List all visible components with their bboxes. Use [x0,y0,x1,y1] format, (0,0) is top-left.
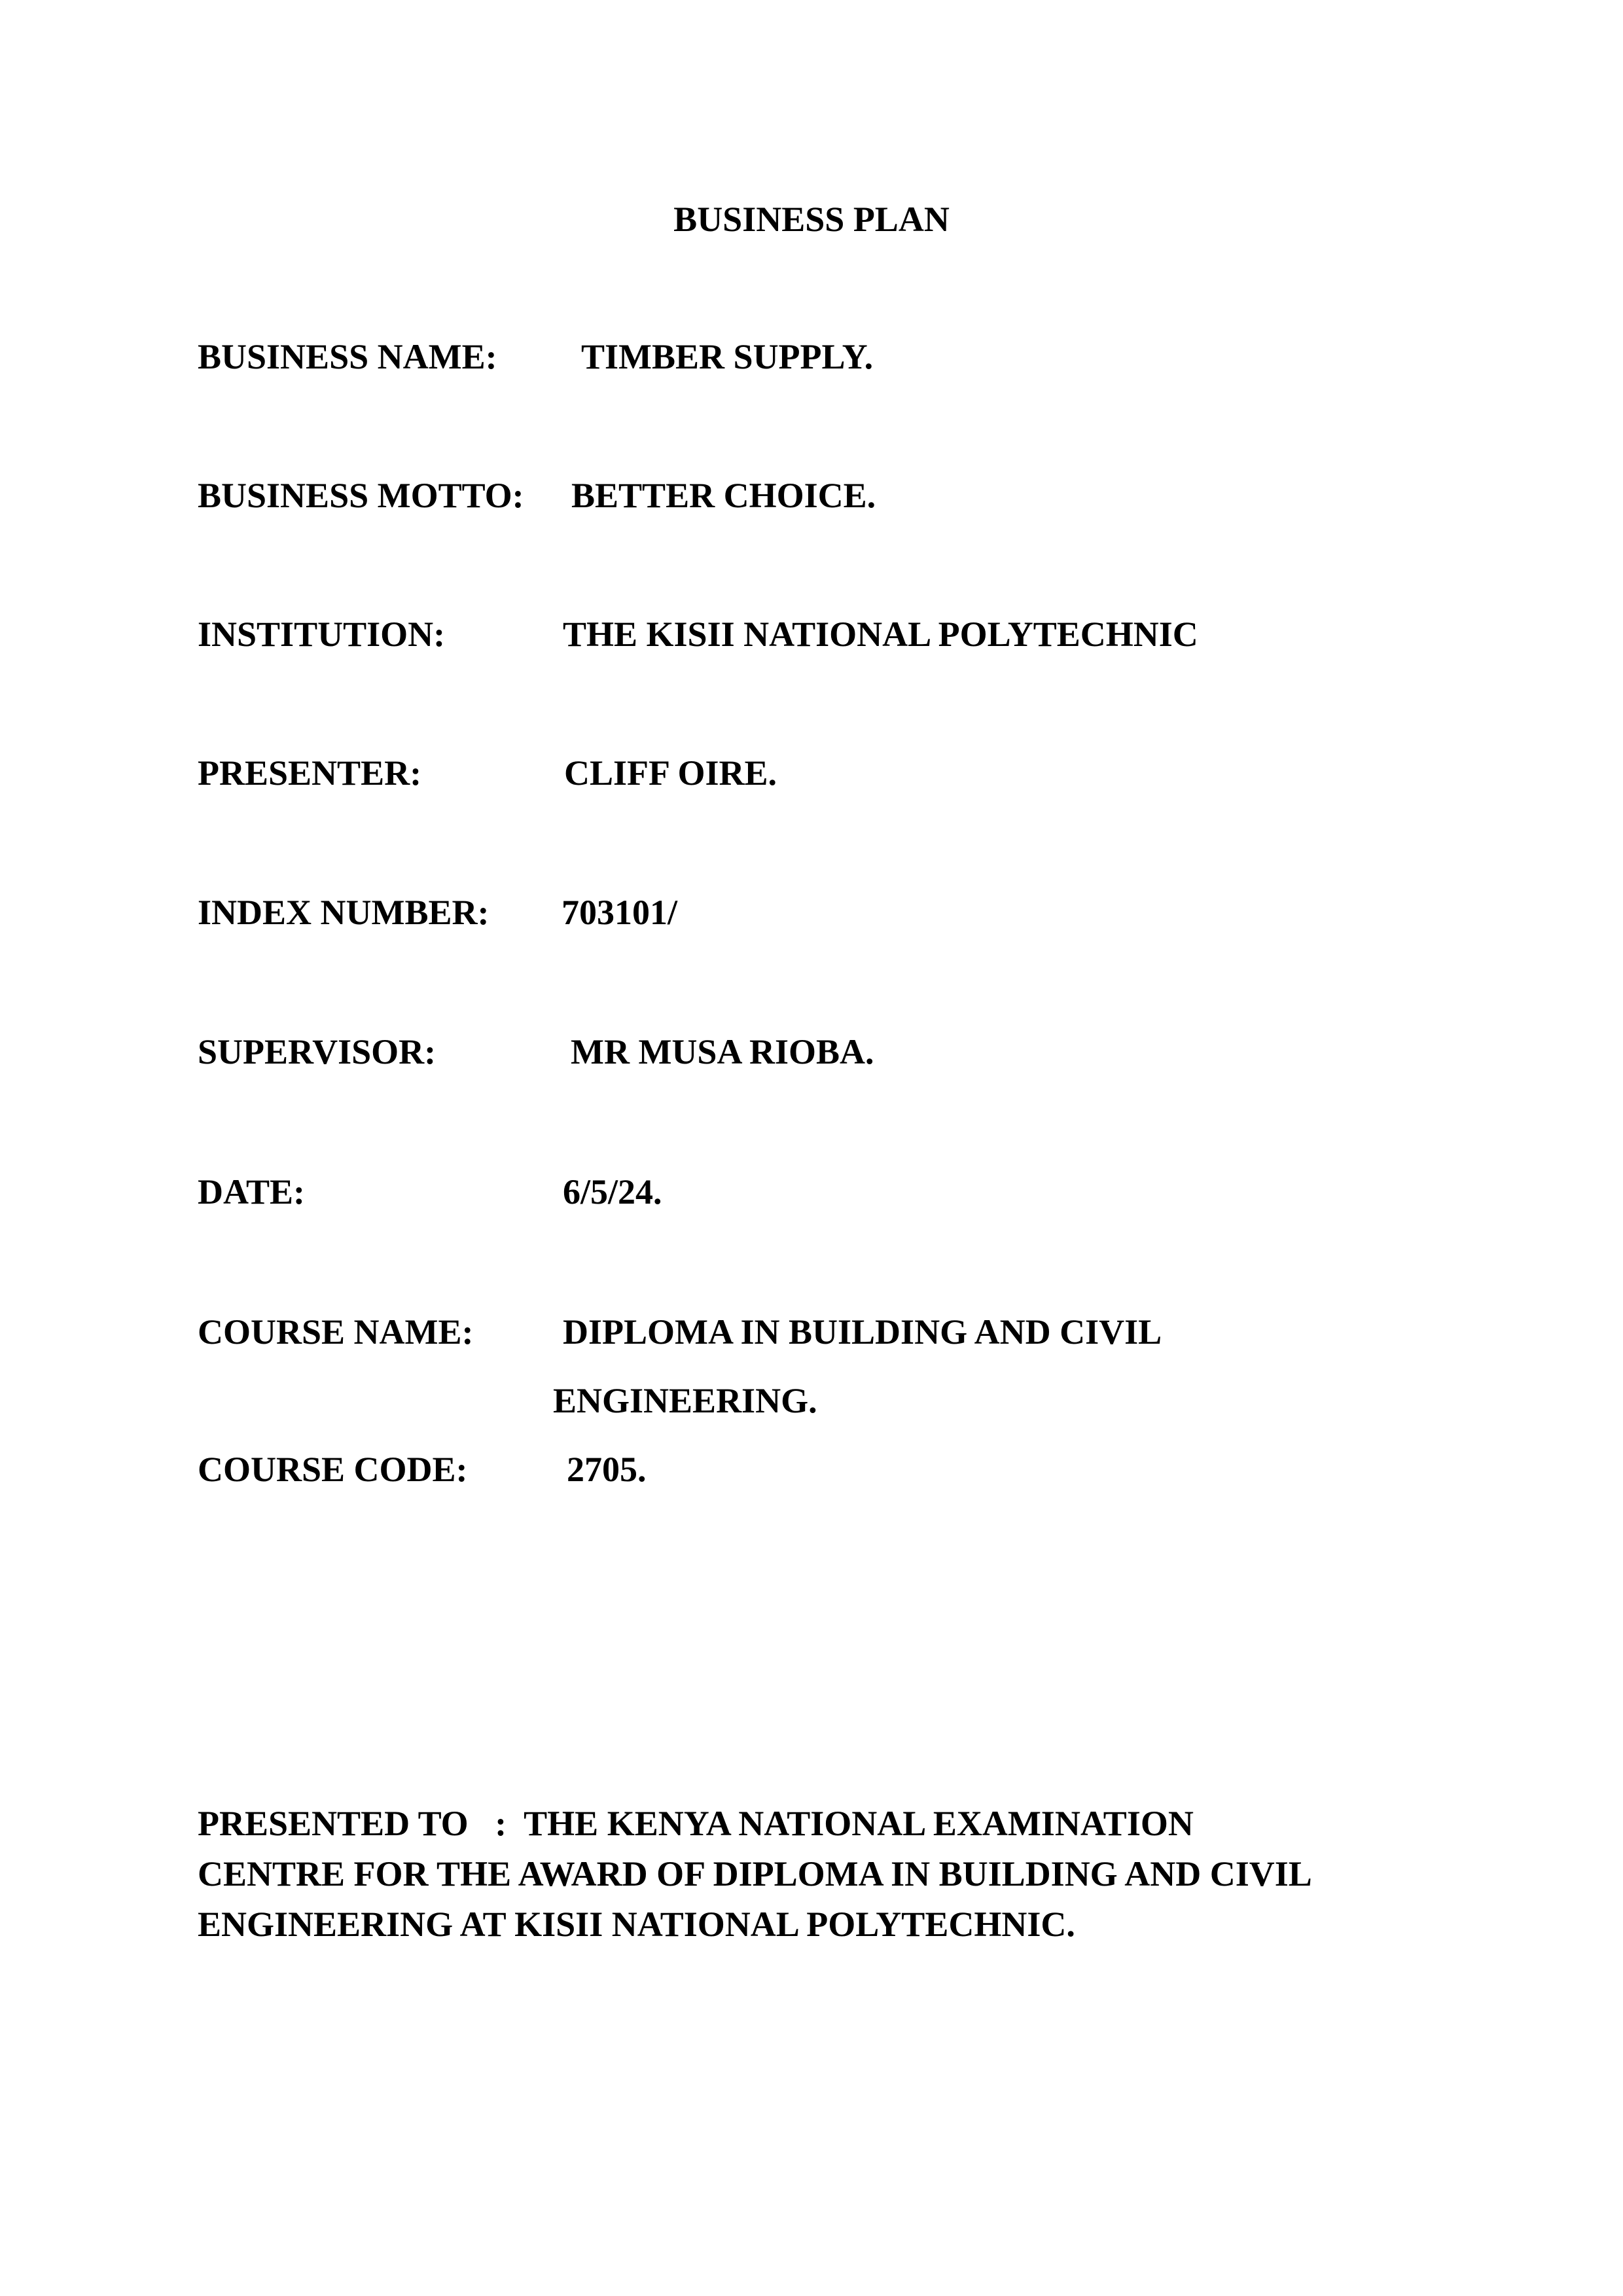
presented-to-statement [198,1799,1493,1950]
course-name-value: DIPLOMA IN BUILDING AND CIVIL [563,1312,1162,1352]
business-motto-label: BUSINESS MOTTO: [198,476,524,515]
institution-value: THE KISII NATIONAL POLYTECHNIC [563,615,1198,654]
date-value: 6/5/24. [563,1172,662,1211]
course-code-label: COURSE CODE: [198,1450,468,1489]
supervisor-value: MR MUSA RIOBA. [571,1032,874,1071]
course-code-value: 2705. [567,1450,647,1489]
course-name-label: COURSE NAME: [198,1312,474,1352]
business-motto-value: BETTER CHOICE. [571,476,876,515]
presented-to-line-1: PRESENTED TO : THE KENYA NATIONAL EXAMINATION [198,1804,1194,1843]
presenter-label: PRESENTER: [198,753,422,793]
presenter-value: CLIFF OIRE. [564,753,777,793]
business-name-label: BUSINESS NAME: [198,337,497,376]
date-label: DATE: [198,1172,306,1211]
course-name-value-line2: ENGINEERING. [553,1381,817,1420]
index-number-value: 703101/ [562,893,678,932]
document-title: BUSINESS PLAN [673,200,950,239]
business-name-value: TIMBER SUPPLY. [581,337,874,376]
index-number-label: INDEX NUMBER: [198,893,490,932]
presented-to-line-3: ENGINEERING AT KISII NATIONAL POLYTECHNIC. [198,1905,1075,1944]
institution-label: INSTITUTION: [198,615,446,654]
presented-to-line-2: CENTRE FOR THE AWARD OF DIPLOMA IN BUILDING AND CIVIL [198,1854,1312,1893]
supervisor-label: SUPERVISOR: [198,1032,437,1071]
